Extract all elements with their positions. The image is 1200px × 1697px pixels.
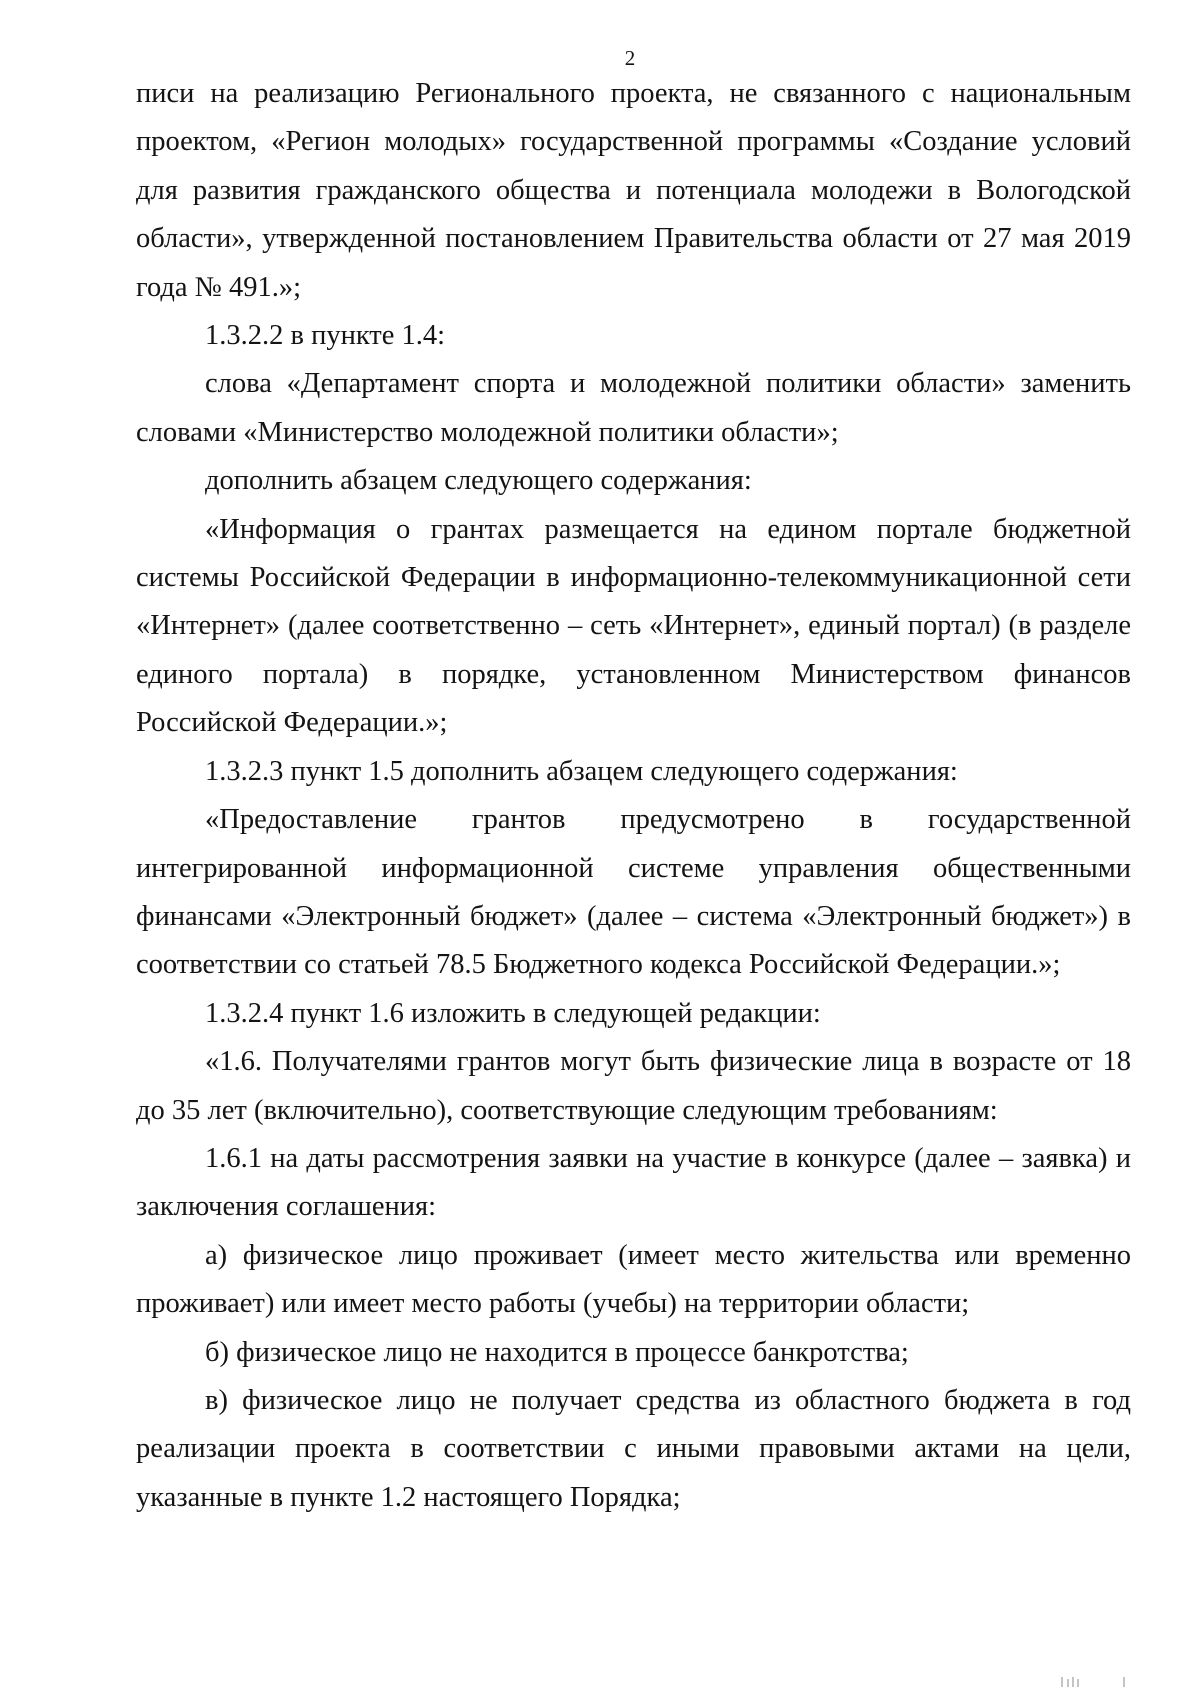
scan-artifact-marks xyxy=(1060,1675,1130,1692)
paragraph-item-1-6-1: 1.6.1 на даты рассмотрения заявки на участие в конкурсе (далее – заявка) и заключения соглашения: xyxy=(136,1142,1131,1223)
paragraph-grant-info: «Информация о грантах размещается на едином портале бюджетной системы Российской Федерации в информационно-телекоммуникационной сети «Интернет» (далее соответственно – сеть «Интернет», единый портал) (в разделе единого портала) в порядке, установленном Министерством финансов Российской Федерации.»; xyxy=(136,513,1131,739)
paragraph-item-1-6: «1.6. Получателями грантов могут быть физические лица в возрасте от 18 до 35 лет (включительно), соответствующие следующим требованиям: xyxy=(136,1046,1131,1126)
paragraph-subitem-v: в) физическое лицо не получает средства из областного бюджета в год реализации проекта в соответствии с иными правовыми актами на цели, указанные в пункте 1.2 настоящего Порядка; xyxy=(136,1384,1131,1513)
paragraph-continuation: писи на реализацию Регионального проекта, не связанного с национальным проектом, «Регион молодых» государственной программы «Создание условий для развития гражданского общества и потенциала молодежи в Вологодской области», утвержденной постановлением Правительства области от 27 мая 2019 года № 491.»; xyxy=(136,78,1131,303)
paragraph-add-abzac: дополнить абзацем следующего содержания: xyxy=(205,465,752,497)
paragraph-subitem-a: а) физическое лицо проживает (имеет место жительства или временно проживает) или имеет место работы (учебы) на территории области; xyxy=(136,1239,1131,1320)
page-number: 2 xyxy=(624,46,636,70)
scan-artifact-icon xyxy=(1060,1675,1130,1689)
paragraph-replace-words: слова «Департамент спорта и молодежной политики области» заменить словами «Министерство молодежной политики области»; xyxy=(136,368,1131,448)
paragraph-item-1-3-2-3: 1.3.2.3 пункт 1.5 дополнить абзацем следующего содержания: xyxy=(205,755,958,787)
document-body xyxy=(136,70,1131,1522)
paragraph-subitem-b: б) физическое лицо не находится в процессе банкротства; xyxy=(205,1336,909,1368)
paragraph-item-1-3-2-2: 1.3.2.2 в пункте 1.4: xyxy=(205,320,446,352)
paragraph-item-1-3-2-4: 1.3.2.4 пункт 1.6 изложить в следующей редакции: xyxy=(205,997,821,1029)
paragraph-electronic-budget: «Предоставление грантов предусмотрено в государственной интегрированной информационной системе управления общественными финансами «Электронный бюджет» (далее – система «Электронный бюджет») в соответствии со статьей 78.5 Бюджетного кодекса Российской Федерации.»; xyxy=(136,804,1131,981)
